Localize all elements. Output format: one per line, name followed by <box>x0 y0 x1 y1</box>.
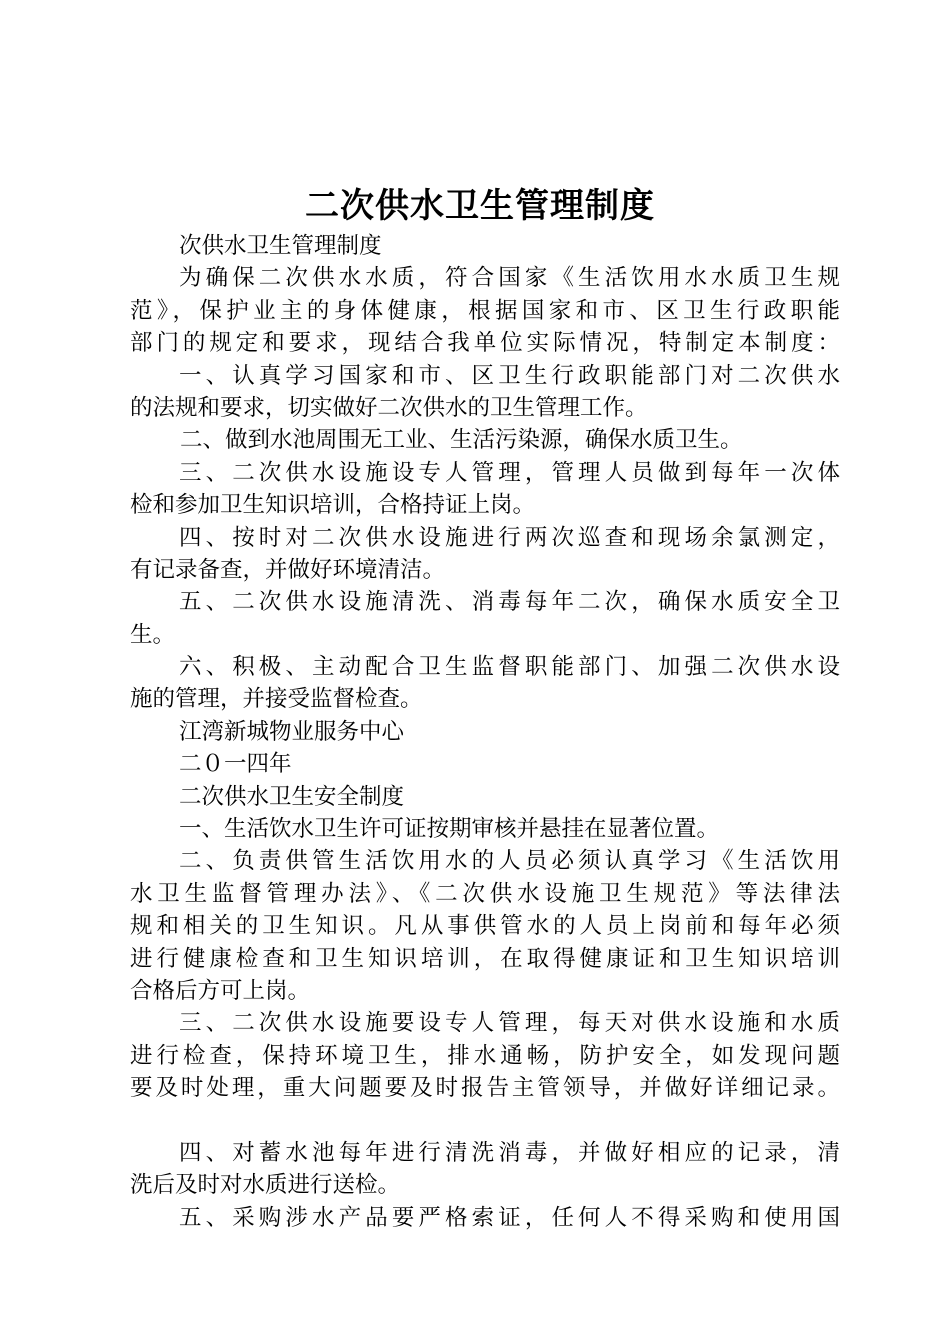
text-line: 三、二次供水设施设专人管理，管理人员做到每年一次体 <box>179 459 840 486</box>
text-line: 的法规和要求，切实做好二次供水的卫生管理工作。 <box>130 394 648 421</box>
text-line: 二、做到水池周围无工业、生活污染源，确保水质卫生。 <box>180 427 743 454</box>
document-body <box>130 230 840 1234</box>
text-line: 为确保二次供水水质，符合国家《生活饮用水水质卫生规 <box>179 265 840 292</box>
text-line: 江湾新城物业服务中心 <box>179 718 405 745</box>
text-line: 次供水卫生管理制度 <box>179 233 382 259</box>
blank-line <box>130 1105 840 1137</box>
text-line: 六、积极、主动配合卫生监督职能部门、加强二次供水设 <box>179 654 840 681</box>
text-line: 水卫生监督管理办法》、《二次供水设施卫生规范》等法律法 <box>130 880 840 907</box>
text-line: 二、负责供管生活饮用水的人员必须认真学习《生活饮用 <box>179 848 840 875</box>
text-line: 二次供水卫生安全制度 <box>179 783 405 810</box>
text-line: 合格后方可上岗。 <box>130 977 311 1004</box>
text-line: 二０一四年 <box>179 751 292 778</box>
text-line: 三、二次供水设施要设专人管理，每天对供水设施和水质 <box>179 1010 840 1037</box>
document-title: 二次供水卫生管理制度 <box>305 186 655 226</box>
text-line: 范》，保护业主的身体健康，根据国家和市、区卫生行政职能 <box>130 297 840 324</box>
text-line: 一、生活饮水卫生许可证按期审核并悬挂在显著位置。 <box>179 816 720 843</box>
text-line: 五、二次供水设施清洗、消毒每年二次，确保水质安全卫 <box>179 589 840 616</box>
text-line: 进行检查，保持环境卫生，排水通畅，防护安全，如发现问题 <box>130 1042 840 1069</box>
text-line: 部门的规定和要求，现结合我单位实际情况，特制定本制度： <box>130 330 840 357</box>
text-line: 进行健康检查和卫生知识培训，在取得健康证和卫生知识培训 <box>130 945 840 972</box>
text-line: 生。 <box>130 621 176 648</box>
text-line: 检和参加卫生知识培训，合格持证上岗。 <box>130 492 536 519</box>
text-line: 四、按时对二次供水设施进行两次巡查和现场余氯测定， <box>179 524 840 551</box>
text-line: 要及时处理，重大问题要及时报告主管领导，并做好详细记录。 <box>130 1075 840 1102</box>
text-line: 有记录备查，并做好环境清洁。 <box>130 556 446 583</box>
text-line: 规和相关的卫生知识。凡从事供管水的人员上岗前和每年必须 <box>130 913 840 940</box>
text-line: 洗后及时对水质进行送检。 <box>130 1172 401 1199</box>
text-line: 五、采购涉水产品要严格索证，任何人不得采购和使用国 <box>179 1204 840 1231</box>
text-line: 一、认真学习国家和市、区卫生行政职能部门对二次供水 <box>179 362 840 389</box>
text-line: 四、对蓄水池每年进行清洗消毒，并做好相应的记录，清 <box>179 1139 840 1166</box>
text-line: 施的管理，并接受监督检查。 <box>130 686 423 713</box>
